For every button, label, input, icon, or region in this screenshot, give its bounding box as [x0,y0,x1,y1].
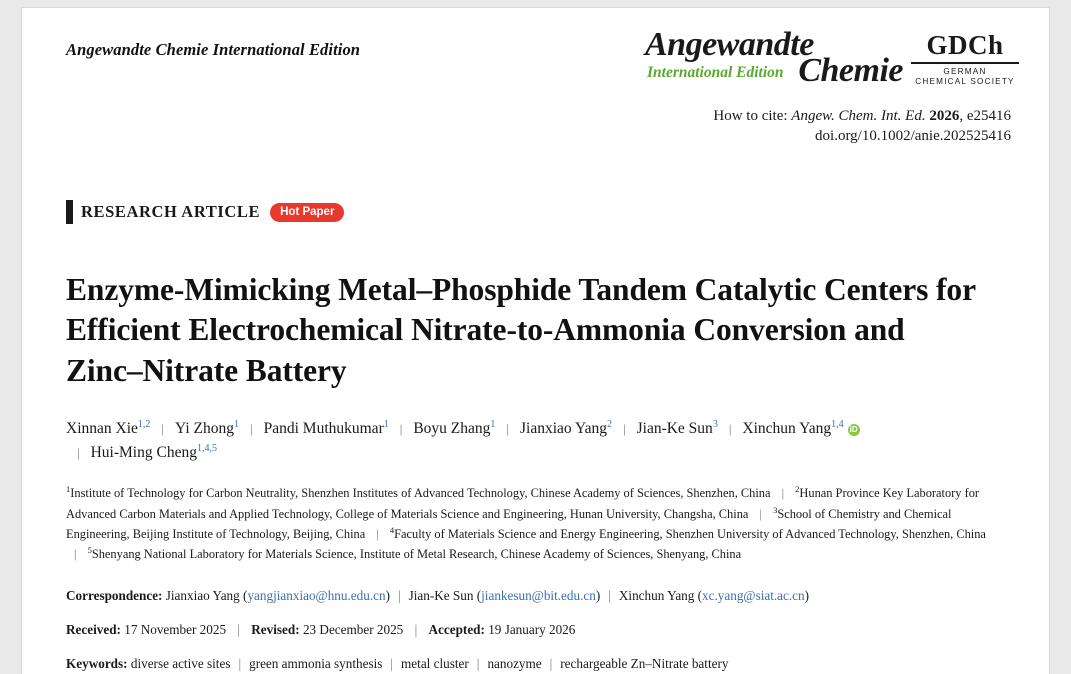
keyword-item[interactable]: diverse active sites [130,655,231,671]
logo-international-edition: International Edition [647,64,784,81]
article-type-label: RESEARCH ARTICLE [81,202,261,221]
correspondence-line [44,586,1027,606]
logo-word-chemie: Chemie [798,52,903,89]
accepted-value: 19 January 2026 [488,621,576,637]
corresponding-author-name: Jianxiao Yang ( [165,588,248,604]
keyword-separator: | [476,655,480,671]
article-type-row [44,200,1027,224]
author-affiliation-marker: 3 [712,418,718,430]
author-affiliation-marker: 1,4 [831,418,844,430]
keyword-separator: | [549,655,553,671]
author-name: Xinnan Xie$^{1,2}$ [66,418,151,438]
correspondence-label: Correspondence: [66,588,166,604]
affiliation-text: Faculty of Materials Science and Energy Engineering, Shenzhen University of Advanced Technology, Shenzhen, China [394,526,986,541]
gdch-subtitle-line2: CHEMICAL SOCIETY [915,77,1015,87]
author-separator: | [623,421,626,437]
dates-separator-2: | [414,621,418,637]
author-separator: | [161,421,164,437]
doi-link[interactable]: doi.org/10.1002/anie.202525416 [815,128,1011,144]
article-page [22,8,1049,674]
author-name: Boyu Zhang$^1$ [413,418,496,438]
affiliation-separator: | [74,547,80,562]
orcid-icon[interactable]: iD [849,425,858,435]
corresponding-author-paren: ) [385,588,390,604]
author-affiliation-marker: 1,2 [137,418,151,430]
corresponding-author-email[interactable]: xc.yang@siat.ac.cn [702,588,805,604]
affiliation-index: 3 [773,504,778,515]
author-affiliation-marker: 1 [234,418,239,430]
author-separator: | [399,421,403,437]
corresponding-author-paren: ) [804,588,810,604]
keyword-separator: | [390,655,394,671]
angewandte-chemie-logo [645,26,903,92]
citation-article-number: , e25416 [959,108,1011,124]
dates-line [44,620,1027,640]
received-value: 17 November 2025 [124,621,227,637]
author-name: Jianxiao Yang$^2$ [520,418,612,438]
keyword-item[interactable]: metal cluster [401,655,469,671]
received-label: Received: [66,621,121,637]
corresponding-author-name: Jian-Ke Sun ( [408,588,482,604]
affiliation-index: 1 [66,484,71,495]
article-type-marker [66,200,73,224]
author-affiliation-marker: 1 [383,418,389,430]
running-journal-title: Angewandte Chemie International Edition [66,40,361,59]
gdch-logo [911,30,1019,88]
author-affiliation-marker: 1,4,5 [196,443,217,455]
author-separator: | [77,445,80,461]
accepted-label: Accepted: [428,621,485,637]
keywords-label: Keywords: [66,655,128,671]
author-name: Yi Zhong$^1$ [175,418,239,438]
gdch-wordmark: GDCh [926,30,1004,60]
author-name: Hui-Ming Cheng$^{1,4,5}$ [90,443,217,462]
keyword-separator: | [238,655,242,671]
author-separator: | [250,421,253,437]
affiliation-index: 2 [795,484,800,495]
affiliation-separator: | [756,506,766,521]
how-to-cite-label: How to cite: [713,108,788,124]
author-affiliation-marker: 1 [490,418,496,430]
how-to-cite [645,108,1019,125]
dates-separator-1: | [237,621,240,637]
keywords-values [131,656,729,671]
author-name: Pandi Muthukumar$^1$ [263,418,389,438]
revised-label: Revised: [251,621,300,637]
author-name: Xinchun Yang$^{1,4}$ iD [742,418,858,438]
affiliation-text: Shenyang National Laboratory for Materials Science, Institute of Metal Research, Chinese Academy of Sciences, Shenyang, China [91,547,742,562]
gdch-subtitle-line1: GERMAN [943,67,987,76]
hot-paper-badge: Hot Paper [270,203,344,222]
corresponding-author-name: Xinchun Yang ( [618,588,703,604]
affiliation-separator: | [373,526,382,541]
author-separator: | [728,421,732,437]
affiliation-text: Hunan Province Key Laboratory for Advanced Carbon Materials and Applied Technology, College of Materials Science and Engineering, Hunan University, Changsha, China [66,486,980,521]
author-name: Jian-Ke Sun$^3$ [636,418,718,438]
corresponding-author-email[interactable]: yangjianxiao@hnu.edu.cn [247,588,386,604]
keyword-item[interactable]: nanozyme [487,655,542,671]
page-title: Enzyme-Mimicking Metal–Phosphide Tandem Catalytic Centers for Efficient Electrochemical Nitrate-to-Ammonia Conversion and Zinc–Nitrate Battery [66,272,976,388]
gdch-divider [911,62,1019,64]
citation-journal: Angew. Chem. Int. Ed. [791,108,926,124]
author-affiliation-marker: 2 [607,418,612,430]
author-list [44,417,1027,465]
affiliation-separator: | [778,486,788,501]
logo-word-angewandte: Angewandte [645,26,814,63]
corresponding-author-email[interactable]: jiankesun@bit.edu.cn [481,588,596,604]
author-separator: | [506,421,510,437]
correspondence-separator: | [397,588,401,604]
correspondence-separator: | [608,588,611,604]
affiliations [44,483,1027,564]
keyword-item[interactable]: green ammonia synthesis [249,655,383,671]
corresponding-author-paren: ) [595,588,601,604]
affiliation-index: 4 [389,524,395,535]
masthead [44,8,1027,145]
affiliation-index: 5 [87,544,92,555]
affiliation-text: Institute of Technology for Carbon Neutrality, Shenzhen Institutes of Advanced Technology, Chinese Academy of Sciences, Shenzhen, China [70,486,771,501]
affiliation-text: School of Chemistry and Chemical Engineering, Beijing Institute of Technology, Beijing, China [66,506,952,541]
journal-logo-block [645,26,1027,145]
citation-year: 2026 [929,108,960,124]
keyword-item[interactable]: rechargeable Zn–Nitrate battery [560,655,729,671]
keywords-line [44,654,1027,674]
revised-value: 23 December 2025 [302,621,404,637]
